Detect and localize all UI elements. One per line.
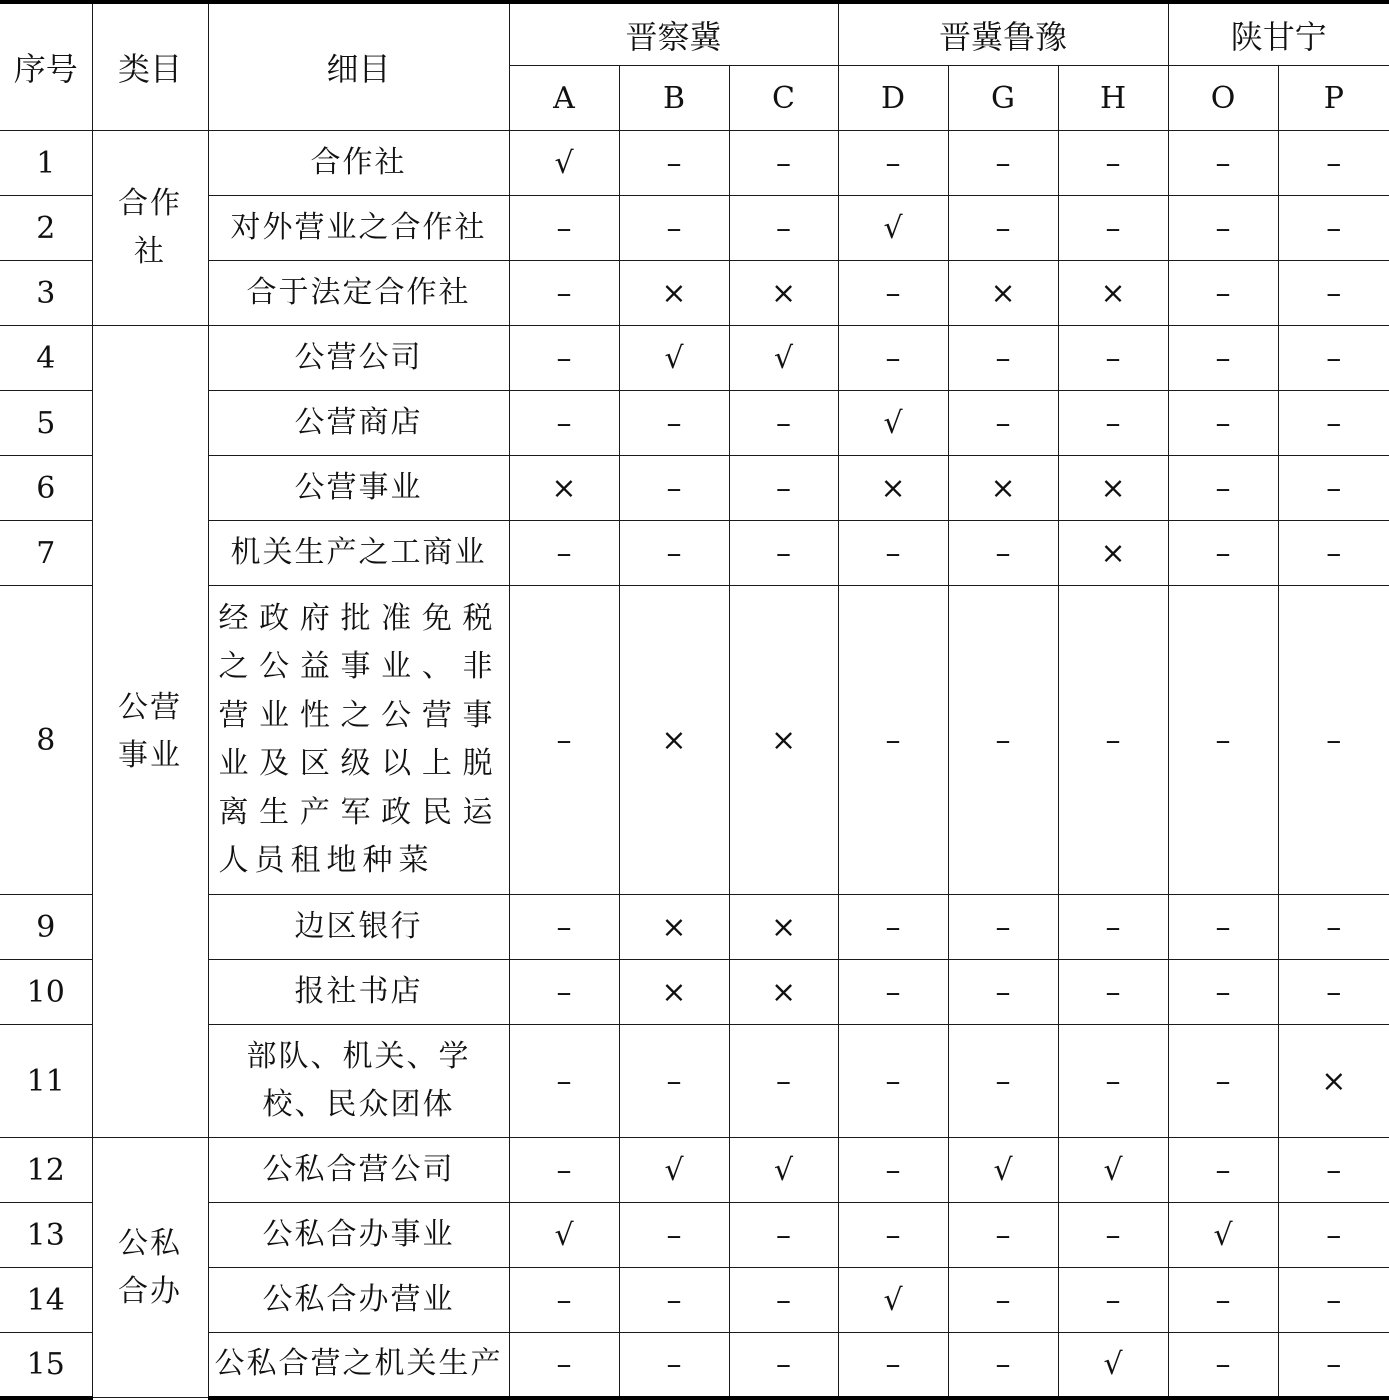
mark-cell: √ <box>1058 1138 1168 1203</box>
mark-cell: – <box>1168 391 1278 456</box>
mark-cell: – <box>729 1268 838 1333</box>
table-row <box>0 196 1389 261</box>
mark-cell: × <box>619 960 729 1025</box>
table-row <box>0 391 1389 456</box>
row-seq: 1 <box>0 131 92 196</box>
mark-cell: × <box>1278 1025 1389 1138</box>
row-item: 公私合营公司 <box>208 1138 509 1203</box>
mark-cell: – <box>619 196 729 261</box>
mark-cell: – <box>1278 960 1389 1025</box>
header-col-p: P <box>1278 66 1389 131</box>
mark-cell: √ <box>948 1138 1058 1203</box>
table-row <box>0 586 1389 895</box>
mark-cell: – <box>948 326 1058 391</box>
mark-cell: × <box>509 456 619 521</box>
row-seq: 5 <box>0 391 92 456</box>
mark-cell: × <box>948 456 1058 521</box>
mark-cell: – <box>948 895 1058 960</box>
row-seq: 6 <box>0 456 92 521</box>
category-line: 公私 <box>118 1225 182 1261</box>
category-line: 合作 <box>118 186 182 221</box>
mark-cell: – <box>1278 456 1389 521</box>
mark-cell: √ <box>619 326 729 391</box>
mark-cell: – <box>1058 326 1168 391</box>
mark-cell: √ <box>1058 1333 1168 1398</box>
mark-cell: √ <box>729 326 838 391</box>
row-seq: 12 <box>0 1138 92 1203</box>
mark-cell: – <box>1278 196 1389 261</box>
category-mixed <box>92 1138 208 1398</box>
mark-cell: – <box>619 131 729 196</box>
table-row <box>0 1203 1389 1268</box>
mark-cell: – <box>1168 1333 1278 1398</box>
mark-cell: – <box>1168 1025 1278 1138</box>
mark-cell: × <box>619 261 729 326</box>
mark-cell: – <box>619 391 729 456</box>
mark-cell: – <box>1278 895 1389 960</box>
header-group-shaanganning: 陕甘宁 <box>1168 2 1389 66</box>
mark-cell: – <box>838 131 948 196</box>
mark-cell: × <box>619 586 729 895</box>
header-item: 细目 <box>208 2 509 131</box>
mark-cell: – <box>619 1203 729 1268</box>
mark-cell: – <box>838 1025 948 1138</box>
mark-cell: √ <box>838 196 948 261</box>
mark-cell: – <box>838 326 948 391</box>
mark-cell: √ <box>838 391 948 456</box>
mark-cell: – <box>509 196 619 261</box>
mark-cell: – <box>1058 1203 1168 1268</box>
mark-cell: – <box>1278 391 1389 456</box>
row-seq: 4 <box>0 326 92 391</box>
mark-cell: – <box>729 1203 838 1268</box>
mark-cell: – <box>729 391 838 456</box>
mark-cell: – <box>838 960 948 1025</box>
header-col-c: C <box>729 66 838 131</box>
mark-cell: – <box>509 1333 619 1398</box>
mark-cell: – <box>509 391 619 456</box>
mark-cell: – <box>838 521 948 586</box>
mark-cell: – <box>509 521 619 586</box>
mark-cell: – <box>948 196 1058 261</box>
mark-cell: – <box>1058 196 1168 261</box>
mark-cell: – <box>509 1138 619 1203</box>
mark-cell: × <box>729 586 838 895</box>
mark-cell: – <box>1278 521 1389 586</box>
mark-cell: √ <box>838 1268 948 1333</box>
table-body <box>0 131 1389 1398</box>
row-seq: 7 <box>0 521 92 586</box>
header-col-b: B <box>619 66 729 131</box>
mark-cell: – <box>948 1333 1058 1398</box>
mark-cell: – <box>729 196 838 261</box>
mark-cell: – <box>1168 521 1278 586</box>
table-row <box>0 1138 1389 1203</box>
mark-cell: – <box>948 1025 1058 1138</box>
category-line: 事业 <box>118 737 182 773</box>
mark-cell: – <box>619 456 729 521</box>
mark-cell: – <box>619 1268 729 1333</box>
mark-cell: – <box>948 586 1058 895</box>
mark-cell: – <box>1058 895 1168 960</box>
mark-cell: – <box>1168 1268 1278 1333</box>
row-item: 公营公司 <box>208 326 509 391</box>
mark-cell: – <box>509 326 619 391</box>
mark-cell: – <box>1278 1268 1389 1333</box>
row-item: 报社书店 <box>208 960 509 1025</box>
category-public <box>92 326 208 1138</box>
mark-cell: √ <box>729 1138 838 1203</box>
mark-cell: – <box>1058 1025 1168 1138</box>
row-seq: 14 <box>0 1268 92 1333</box>
row-item: 对外营业之合作社 <box>208 196 509 261</box>
row-item: 公营商店 <box>208 391 509 456</box>
mark-cell: – <box>729 131 838 196</box>
mark-cell: – <box>838 1138 948 1203</box>
mark-cell: – <box>1058 131 1168 196</box>
mark-cell: – <box>1168 586 1278 895</box>
table-row <box>0 456 1389 521</box>
row-seq: 3 <box>0 261 92 326</box>
category-line: 公营 <box>118 689 182 725</box>
header-category: 类目 <box>92 2 208 131</box>
mark-cell: × <box>729 960 838 1025</box>
mark-cell: – <box>619 521 729 586</box>
mark-cell: – <box>1058 1268 1168 1333</box>
mark-cell: √ <box>509 131 619 196</box>
header-col-h: H <box>1058 66 1168 131</box>
mark-cell: – <box>509 261 619 326</box>
mark-cell: – <box>1278 261 1389 326</box>
mark-cell: √ <box>509 1203 619 1268</box>
mark-cell: – <box>838 1203 948 1268</box>
mark-cell: – <box>948 1203 1058 1268</box>
mark-cell: – <box>509 586 619 895</box>
mark-cell: – <box>838 586 948 895</box>
mark-cell: – <box>509 1268 619 1333</box>
table-row <box>0 131 1389 196</box>
row-item: 公营事业 <box>208 456 509 521</box>
mark-cell: × <box>948 261 1058 326</box>
row-seq: 9 <box>0 895 92 960</box>
row-item: 机关生产之工商业 <box>208 521 509 586</box>
mark-cell: – <box>509 1025 619 1138</box>
mark-cell: – <box>1278 586 1389 895</box>
mark-cell: – <box>948 391 1058 456</box>
mark-cell: – <box>948 960 1058 1025</box>
mark-cell: – <box>1058 960 1168 1025</box>
header-seq: 序号 <box>0 2 92 131</box>
mark-cell: – <box>1278 131 1389 196</box>
row-item: 公私合办事业 <box>208 1203 509 1268</box>
mark-cell: – <box>729 456 838 521</box>
row-item: 合于法定合作社 <box>208 261 509 326</box>
row-seq: 2 <box>0 196 92 261</box>
category-coop <box>92 131 208 326</box>
mark-cell: – <box>1058 391 1168 456</box>
mark-cell: – <box>729 1333 838 1398</box>
mark-cell: × <box>619 895 729 960</box>
mark-cell: – <box>948 131 1058 196</box>
mark-cell: × <box>1058 261 1168 326</box>
row-seq: 10 <box>0 960 92 1025</box>
mark-cell: – <box>619 1333 729 1398</box>
header-group-jinchaji: 晋察冀 <box>509 2 838 66</box>
mark-cell: √ <box>619 1138 729 1203</box>
table-row <box>0 960 1389 1025</box>
mark-cell: × <box>729 895 838 960</box>
category-line: 社 <box>134 234 166 269</box>
mark-cell: – <box>1278 326 1389 391</box>
mark-cell: – <box>838 1333 948 1398</box>
mark-cell: × <box>1058 521 1168 586</box>
table-row <box>0 326 1389 391</box>
header-col-d: D <box>838 66 948 131</box>
row-seq: 13 <box>0 1203 92 1268</box>
mark-cell: – <box>1168 261 1278 326</box>
table-row <box>0 1268 1389 1333</box>
row-item: 公私合办营业 <box>208 1268 509 1333</box>
header-group-jinjiluyu: 晋冀鲁豫 <box>838 2 1168 66</box>
mark-cell: – <box>729 521 838 586</box>
mark-cell: √ <box>1168 1203 1278 1268</box>
table-row <box>0 1333 1389 1398</box>
mark-cell: – <box>1058 586 1168 895</box>
mark-cell: – <box>1278 1203 1389 1268</box>
header-col-g: G <box>948 66 1058 131</box>
header-col-a: A <box>509 66 619 131</box>
mark-cell: – <box>1168 960 1278 1025</box>
category-line: 合办 <box>118 1273 182 1309</box>
mark-cell: – <box>509 895 619 960</box>
row-item: 公私合营之机关生产 <box>208 1333 509 1398</box>
mark-cell: – <box>1168 326 1278 391</box>
mark-cell: – <box>1168 131 1278 196</box>
mark-cell: – <box>1168 895 1278 960</box>
mark-cell: – <box>1168 1138 1278 1203</box>
row-item: 合作社 <box>208 131 509 196</box>
table-row <box>0 261 1389 326</box>
table-row <box>0 1025 1389 1138</box>
row-item: 经政府批准免税之公益事业、非营业性之公营事业及区级以上脱离生产军政民运人员租地种菜 <box>208 586 509 895</box>
mark-cell: – <box>619 1025 729 1138</box>
table-row <box>0 521 1389 586</box>
row-item: 边区银行 <box>208 895 509 960</box>
row-item: 部队、机关、学校、民众团体 <box>208 1025 509 1138</box>
table-row <box>0 895 1389 960</box>
row-seq: 15 <box>0 1333 92 1398</box>
mark-cell: – <box>1278 1333 1389 1398</box>
mark-cell: × <box>838 456 948 521</box>
mark-cell: – <box>729 1025 838 1138</box>
mark-cell: – <box>948 1268 1058 1333</box>
mark-cell: × <box>729 261 838 326</box>
mark-cell: – <box>1278 1138 1389 1203</box>
mark-cell: – <box>838 895 948 960</box>
header-col-o: O <box>1168 66 1278 131</box>
mark-cell: – <box>1168 196 1278 261</box>
row-seq: 11 <box>0 1025 92 1138</box>
mark-cell: × <box>1058 456 1168 521</box>
mark-cell: – <box>948 521 1058 586</box>
row-seq: 8 <box>0 586 92 895</box>
mark-cell: – <box>838 261 948 326</box>
mark-cell: – <box>1168 456 1278 521</box>
mark-cell: – <box>509 960 619 1025</box>
